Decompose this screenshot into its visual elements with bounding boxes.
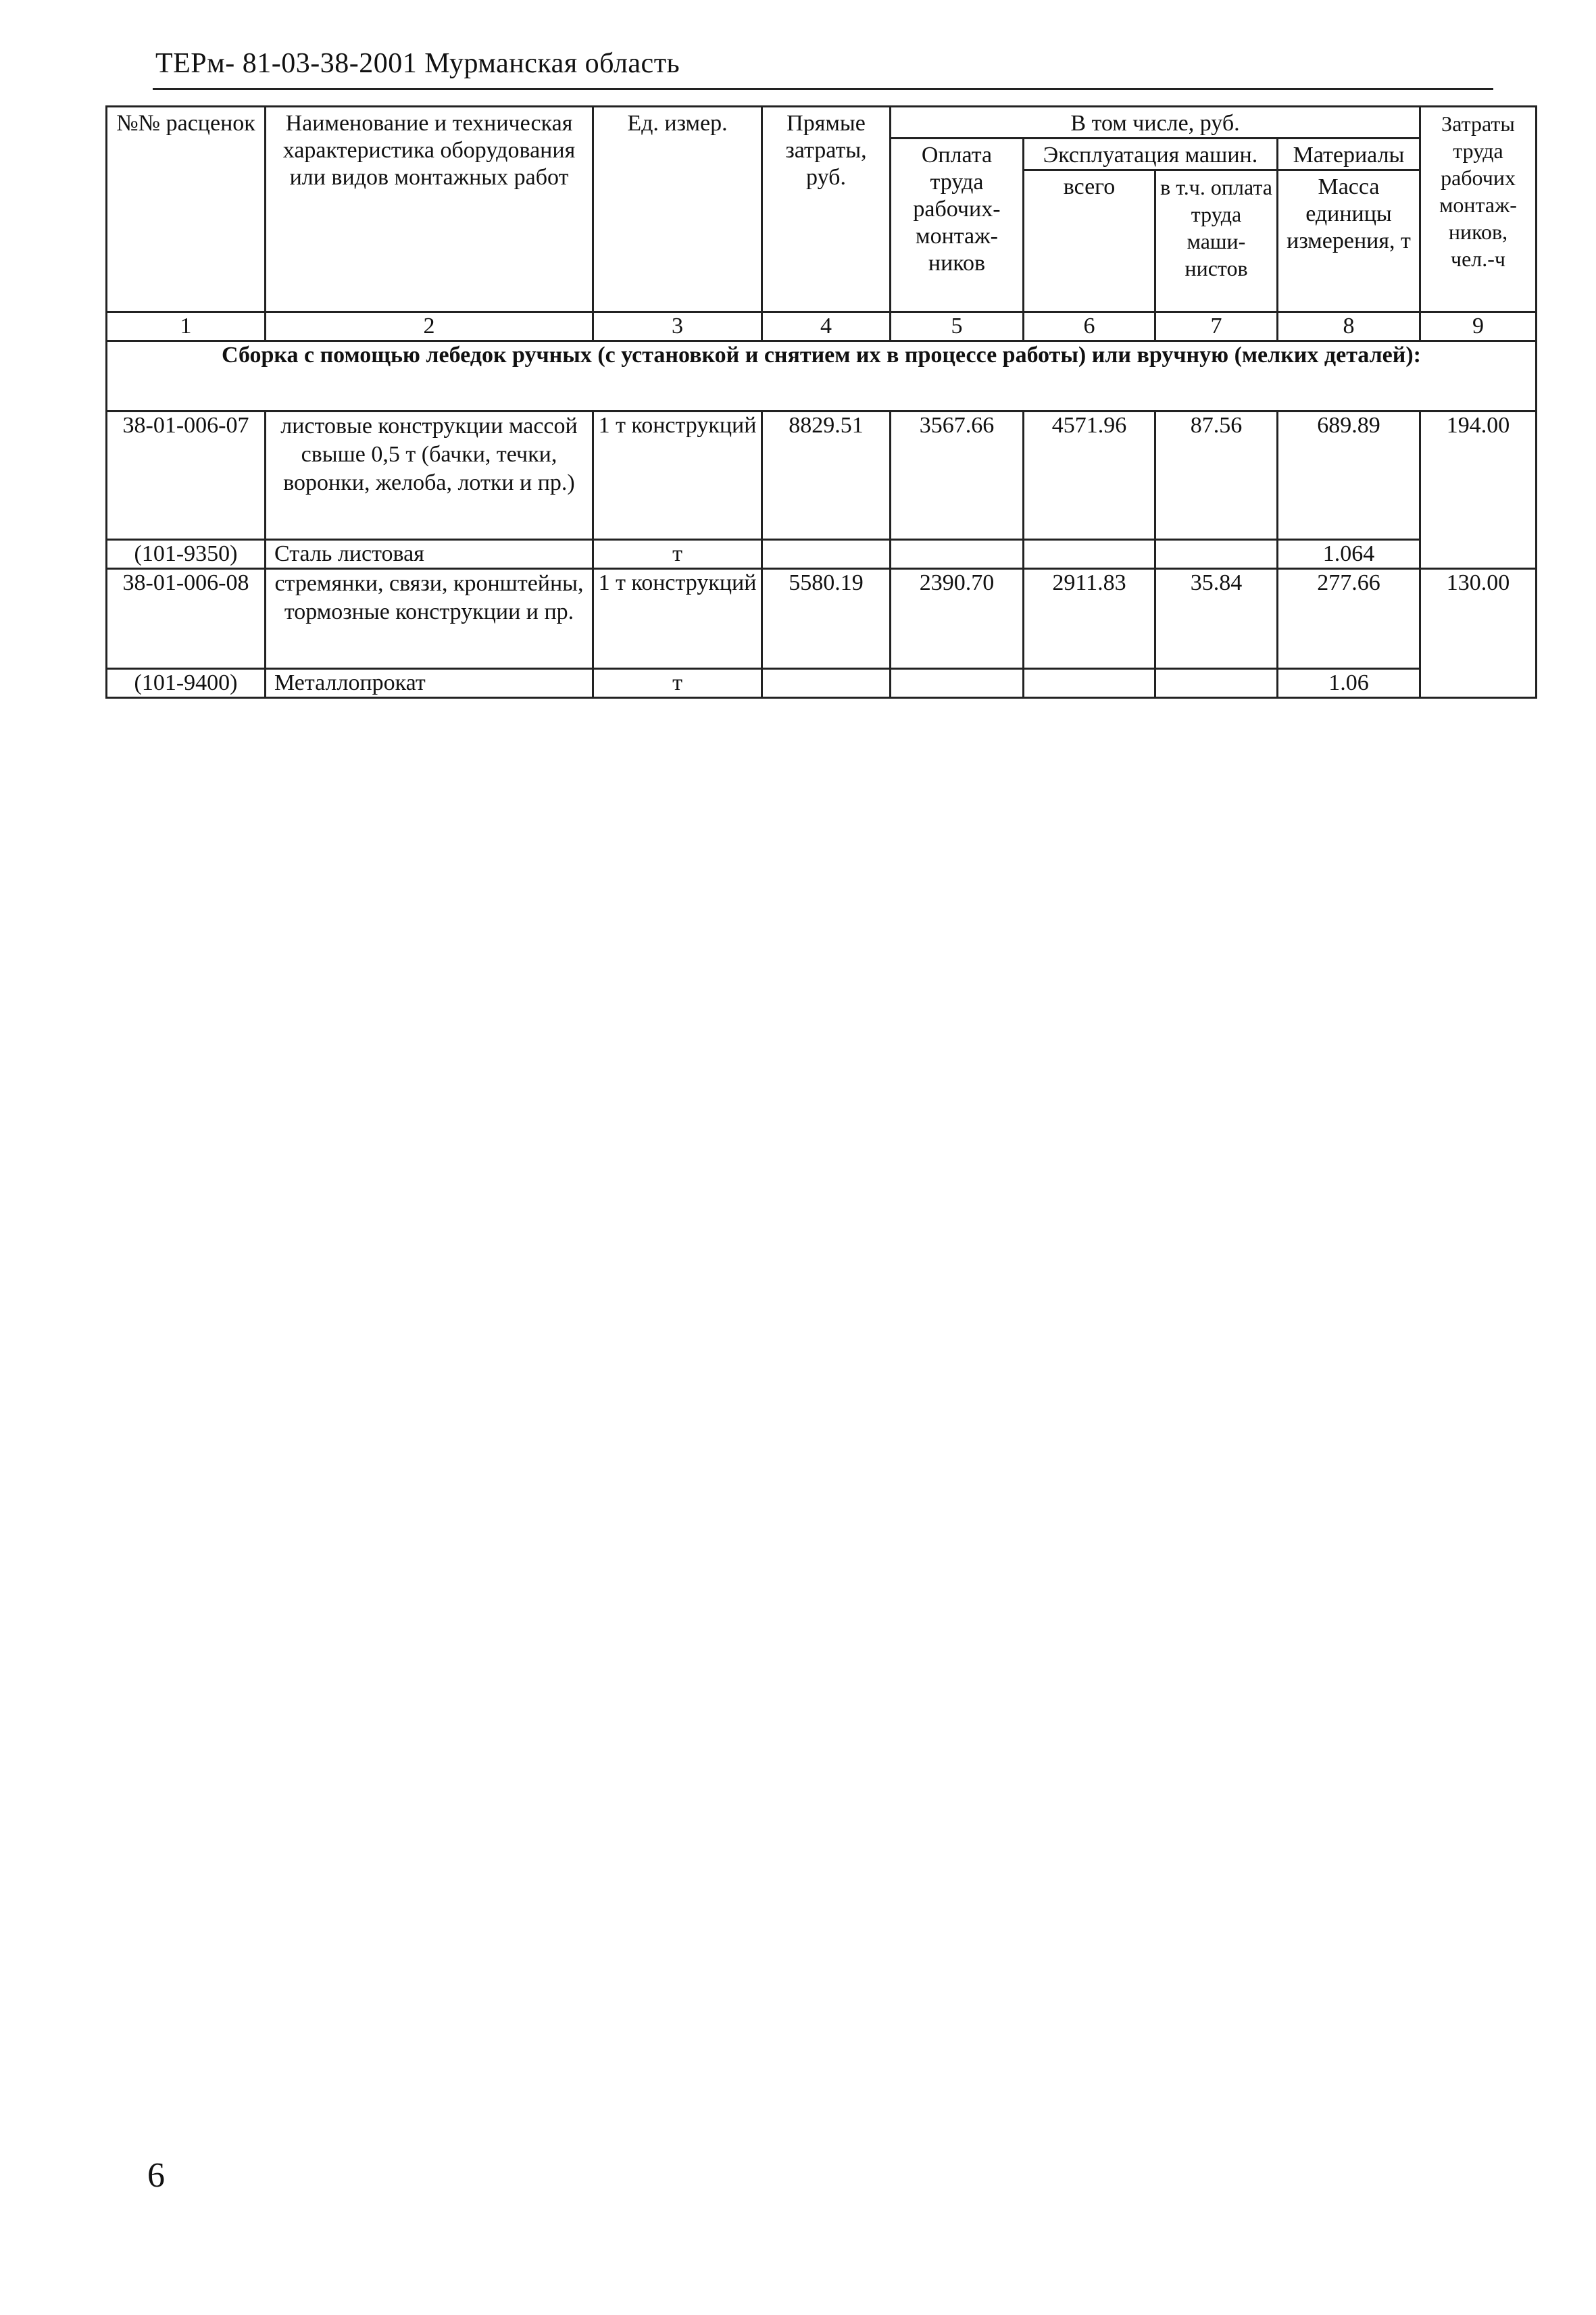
resource-name: Металлопрокат: [266, 669, 593, 698]
work-description: листовые конструкции массой свыше 0,5 т (бачки, течки, воронки, желоба, лотки и пр.): [266, 412, 593, 540]
empty-cell: [891, 540, 1024, 569]
empty-cell: [1024, 540, 1155, 569]
header-unit: Ед. измер.: [593, 107, 762, 312]
column-number: 6: [1024, 312, 1155, 341]
column-number: 4: [762, 312, 891, 341]
machines-total: 2911.83: [1024, 569, 1155, 669]
header-machines: Эксплуатация машин.: [1024, 139, 1278, 170]
resource-code: (101-9400): [107, 669, 266, 698]
column-number: 5: [891, 312, 1024, 341]
empty-cell: [762, 540, 891, 569]
resource-mass: 1.064: [1278, 540, 1420, 569]
rates-table: [105, 105, 1537, 699]
header-group-including: В том числе, руб.: [891, 107, 1420, 139]
direct-costs: 5580.19: [762, 569, 891, 669]
header-labor-pay: Оплата труда рабочих-монтаж-ников: [891, 139, 1024, 312]
resource-mass: 1.06: [1278, 669, 1420, 698]
column-number: 9: [1420, 312, 1537, 341]
resource-unit: т: [593, 669, 762, 698]
labor-pay: 3567.66: [891, 412, 1024, 540]
empty-cell: [1024, 669, 1155, 698]
header-machines-total: всего: [1024, 170, 1155, 312]
resource-name: Сталь листовая: [266, 540, 593, 569]
machines-total: 4571.96: [1024, 412, 1155, 540]
header-materials: Материалы: [1278, 139, 1420, 170]
header-labor-hours: Затраты труда рабочих монтаж-ников, чел.-ч: [1420, 107, 1537, 312]
materials-cost: 689.89: [1278, 412, 1420, 540]
column-number: 7: [1155, 312, 1278, 341]
machinist-pay: 87.56: [1155, 412, 1278, 540]
resource-unit: т: [593, 540, 762, 569]
page-header: [153, 42, 1493, 90]
column-numbers-row: [107, 312, 1537, 341]
page-number: 6: [147, 2156, 165, 2195]
column-number: 1: [107, 312, 266, 341]
column-number: 2: [266, 312, 593, 341]
table-row: [107, 412, 1537, 540]
resource-row: [107, 669, 1537, 698]
header-unit-mass: Масса единицы измерения, т: [1278, 170, 1420, 312]
section-title: Сборка с помощью лебедок ручных (с установкой и снятием их в процессе работы) или вручную (мелких деталей):: [107, 341, 1537, 412]
labor-hours: 194.00: [1420, 412, 1537, 569]
empty-cell: [1155, 540, 1278, 569]
table-row: [107, 569, 1537, 669]
work-description: стремянки, связи, кронштейны, тормозные конструкции и пр.: [266, 569, 593, 669]
rate-code: 38-01-006-08: [107, 569, 266, 669]
empty-cell: [762, 669, 891, 698]
header-code: №№ расценок: [107, 107, 266, 312]
unit-of-measure: 1 т конструкций: [593, 569, 762, 669]
empty-cell: [891, 669, 1024, 698]
labor-pay: 2390.70: [891, 569, 1024, 669]
header-name: Наименование и техническая характеристика оборудования или видов монтажных работ: [266, 107, 593, 312]
machinist-pay: 35.84: [1155, 569, 1278, 669]
column-number: 3: [593, 312, 762, 341]
unit-of-measure: 1 т конструкций: [593, 412, 762, 540]
header-direct-costs: Прямые затраты, руб.: [762, 107, 891, 312]
labor-hours: 130.00: [1420, 569, 1537, 698]
empty-cell: [1155, 669, 1278, 698]
section-row: [107, 341, 1537, 412]
header-row-1: [107, 107, 1537, 139]
rate-code: 38-01-006-07: [107, 412, 266, 540]
header-machinist-pay: в т.ч. оплата труда маши-нистов: [1155, 170, 1278, 312]
column-number: 8: [1278, 312, 1420, 341]
resource-code: (101-9350): [107, 540, 266, 569]
direct-costs: 8829.51: [762, 412, 891, 540]
resource-row: [107, 540, 1537, 569]
materials-cost: 277.66: [1278, 569, 1420, 669]
document-title: ТЕРм- 81-03-38-2001 Мурманская область: [155, 48, 680, 79]
